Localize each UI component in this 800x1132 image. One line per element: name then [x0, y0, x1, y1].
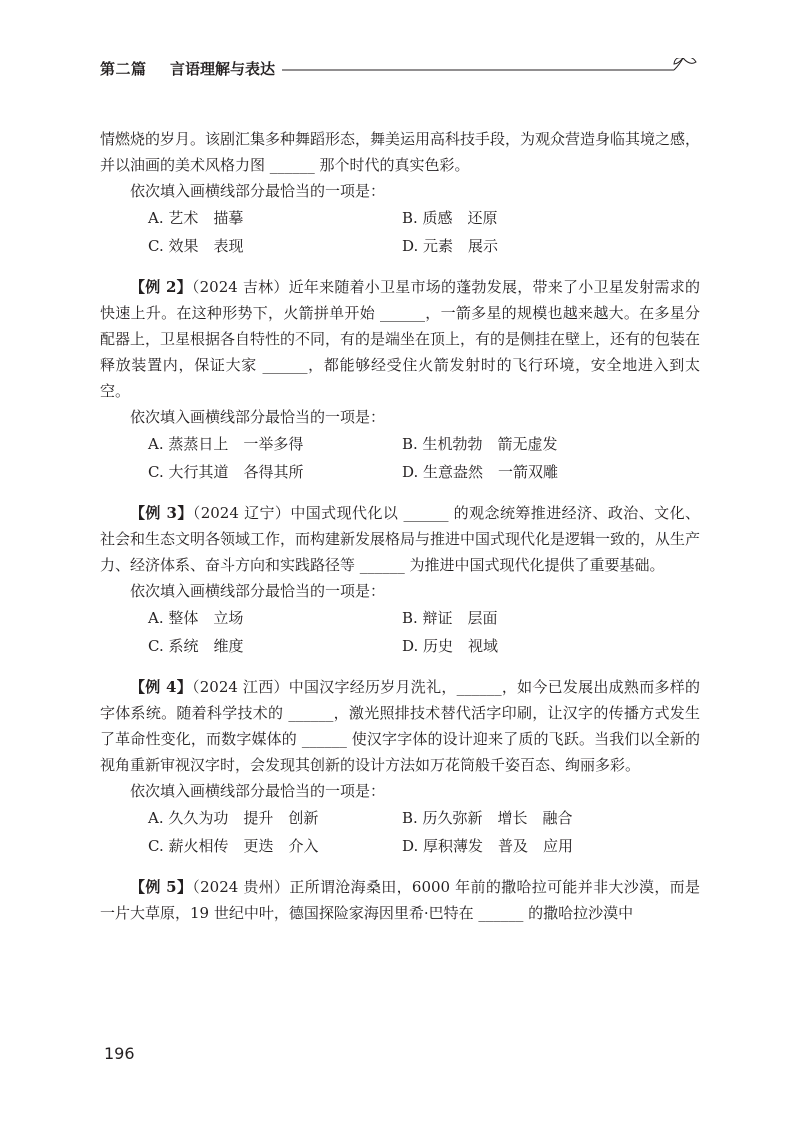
question-prompt: 依次填入画横线部分最恰当的一项是： — [130, 182, 386, 200]
example-3 — [100, 500, 700, 660]
page-content — [100, 126, 701, 926]
answer-options — [118, 204, 700, 260]
part-label: 第二篇 — [100, 60, 147, 78]
sprout-icon — [674, 58, 696, 70]
example-paragraph — [100, 500, 700, 578]
example-label: 【例 4】 — [130, 678, 192, 696]
example-paragraph — [100, 674, 700, 778]
option-a: A. 整体 立场 — [148, 609, 244, 627]
option-b: B. 辩证 层面 — [402, 609, 498, 627]
page-number: 196 — [104, 1044, 135, 1063]
example-label: 【例 2】 — [130, 278, 192, 296]
example-source: （2024 江西） — [191, 678, 289, 696]
option-b: B. 质感 还原 — [402, 209, 498, 227]
running-header — [100, 58, 700, 88]
option-c: C. 效果 表现 — [148, 237, 244, 255]
option-a: A. 蒸蒸日上 一举多得 — [148, 435, 304, 453]
example-text: 中国式现代化以 ______ 的观念统筹推进经济、政治、文化、社会和生态文明各领域工作，而构建新发展格局与推进中国式现代化是逻辑一致的，从生产力、经济体系、奋斗方向和实践路径等 ______ 为推进中国式现代化提供了重要基础。 — [100, 504, 701, 574]
option-d: D. 厚积薄发 普及 应用 — [402, 837, 574, 855]
question-prompt: 依次填入画横线部分最恰当的一项是： — [130, 582, 386, 600]
example-2 — [100, 274, 700, 486]
option-b: B. 历久弥新 增长 融合 — [402, 809, 573, 827]
answer-options — [100, 430, 700, 486]
example-label: 【例 5】 — [130, 878, 193, 896]
example-text: 正所谓沧海桑田，6000 年前的撒哈拉可能并非大沙漠，而是一片大草原，19 世纪中叶，德国探险家海因里希·巴特在 ______ 的撒哈拉沙漠中 — [100, 878, 700, 922]
example-source: （2024 辽宁） — [192, 504, 291, 522]
option-c: C. 大行其道 各得其所 — [148, 463, 304, 481]
option-d: D. 生意盎然 一箭双雕 — [402, 463, 559, 481]
option-d: D. 元素 展示 — [402, 237, 499, 255]
option-a: A. 艺术 描摹 — [148, 209, 244, 227]
question-prompt: 依次填入画横线部分最恰当的一项是： — [130, 782, 386, 800]
question-prompt: 依次填入画横线部分最恰当的一项是： — [130, 408, 386, 426]
example-4 — [100, 674, 700, 860]
header-rule-with-sprout-icon — [100, 58, 700, 88]
example-text: 近年来随着小卫星市场的蓬勃发展，带来了小卫星发射需求的快速上升。在这种形势下，火箭拼单开始 ______，一箭多星的规模也越来越大。在多星分配器上，卫星根据各自特性的不同，有的是端坐在顶上，有的是侧挂在壁上，还有的包装在释放装置内，保证大家 ______，都能够经受住火箭发射时的飞行环境，安全地进入到太空。 — [100, 278, 701, 400]
option-c: C. 系统 维度 — [148, 637, 244, 655]
option-a: A. 久久为功 提升 创新 — [148, 809, 319, 827]
option-c: C. 薪火相传 更迭 介入 — [148, 837, 319, 855]
example-label: 【例 3】 — [130, 504, 193, 522]
intro-paragraph: 情燃烧的岁月。该剧汇集多种舞蹈形态，舞美运用高科技手段，为观众营造身临其境之感，并以油画的美术风格力图 ______ 那个时代的真实色彩。 — [100, 130, 701, 174]
example-paragraph — [100, 874, 700, 926]
chapter-title: 言语理解与表达 — [170, 60, 276, 78]
answer-options — [100, 804, 700, 860]
example-source: （2024 吉林） — [191, 278, 289, 296]
option-d: D. 历史 视域 — [402, 637, 499, 655]
answer-options — [100, 604, 700, 660]
option-b: B. 生机勃勃 箭无虚发 — [402, 435, 558, 453]
example-source: （2024 贵州） — [192, 878, 290, 896]
example-text: 中国汉字经历岁月洗礼，______，如今已发展出成熟而多样的字体系统。随着科学技术的 ______，激光照排技术替代活字印刷，让汉字的传播方式发生了革命性变化，而数字媒体的 ______ 使汉字字体的设计迎来了质的飞跃。当我们以全新的视角重新审视汉字时，会发现其创新的设计方法如万花筒般千姿百态、绚丽多彩。 — [100, 678, 700, 774]
example-paragraph — [100, 274, 700, 404]
example-5 — [100, 874, 700, 926]
